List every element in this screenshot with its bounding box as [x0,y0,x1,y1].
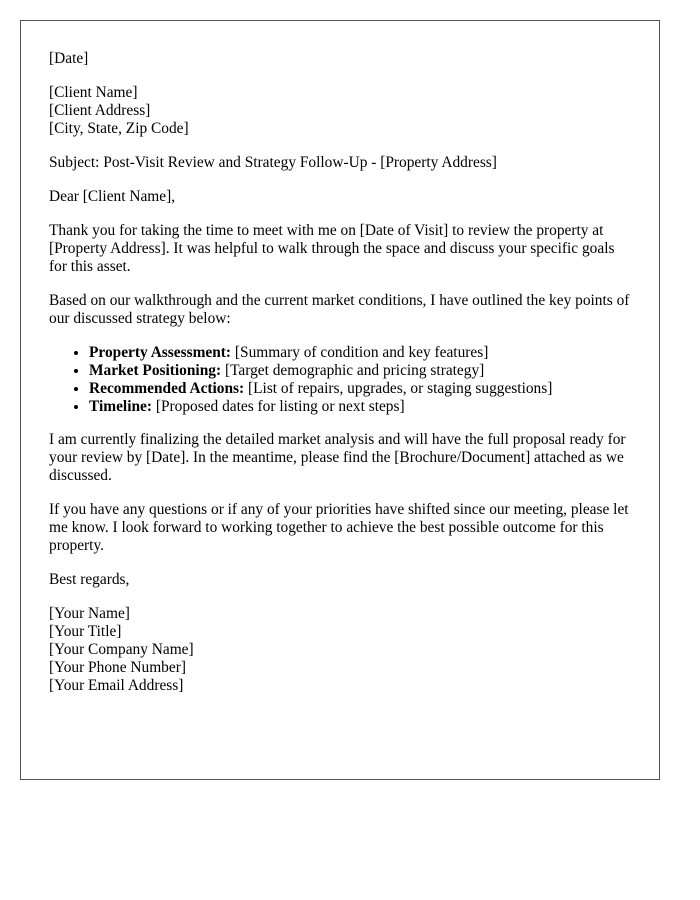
salutation [49,188,631,206]
body-paragraph-intro [49,222,631,276]
date-text: [Date] [49,50,89,67]
body-paragraph-strategy-intro [49,292,631,328]
letter-date [49,50,631,68]
point-term: Timeline: [89,398,152,415]
closing [49,571,631,589]
point-text: [Summary of condition and key features] [231,344,489,361]
closing-text: Best regards, [49,571,130,588]
signature-email: [Your Email Address] [49,677,184,694]
list-item [89,380,631,398]
signature-block [49,605,631,695]
list-item [89,362,631,380]
point-term: Recommended Actions: [89,380,245,397]
point-term: Market Positioning: [89,362,222,379]
recipient-city-state-zip: [City, State, Zip Code] [49,120,189,137]
list-item [89,344,631,362]
subject-line [49,154,631,172]
point-text: [Proposed dates for listing or next steps] [151,398,405,415]
recipient-address-block [49,84,631,138]
recipient-name: [Client Name] [49,84,138,101]
recipient-address: [Client Address] [49,102,151,119]
body-paragraph-analysis [49,431,631,485]
point-text: [List of repairs, upgrades, or staging suggestions] [244,380,553,397]
point-term: Property Assessment: [89,344,232,361]
signature-name: [Your Name] [49,605,130,622]
subject-text: Subject: Post-Visit Review and Strategy Follow-Up - [Property Address] [49,154,497,171]
signature-phone: [Your Phone Number] [49,659,186,676]
strategy-points-list [49,344,631,416]
signature-company: [Your Company Name] [49,641,194,658]
paragraph-text: Thank you for taking the time to meet with me on [Date of Visit] to review the property at [Property Address]. It was helpful to walk through the space and discuss your specific goals for this asset. [49,222,615,275]
salutation-text: Dear [Client Name], [49,188,176,205]
body-paragraph-closing [49,501,631,555]
paragraph-text: Based on our walkthrough and the current market conditions, I have outlined the key points of our discussed strategy below: [49,292,630,327]
letter-page [20,20,660,780]
paragraph-text: I am currently finalizing the detailed market analysis and will have the full proposal ready for your review by [Date]. In the meantime, please find the [Brochure/Document] attached as we discussed. [49,431,626,484]
signature-title: [Your Title] [49,623,122,640]
list-item [89,398,631,416]
paragraph-text: If you have any questions or if any of your priorities have shifted since our meeting, please let me know. I look forward to working together to achieve the best possible outcome for this property. [49,501,629,554]
point-text: [Target demographic and pricing strategy] [221,362,485,379]
